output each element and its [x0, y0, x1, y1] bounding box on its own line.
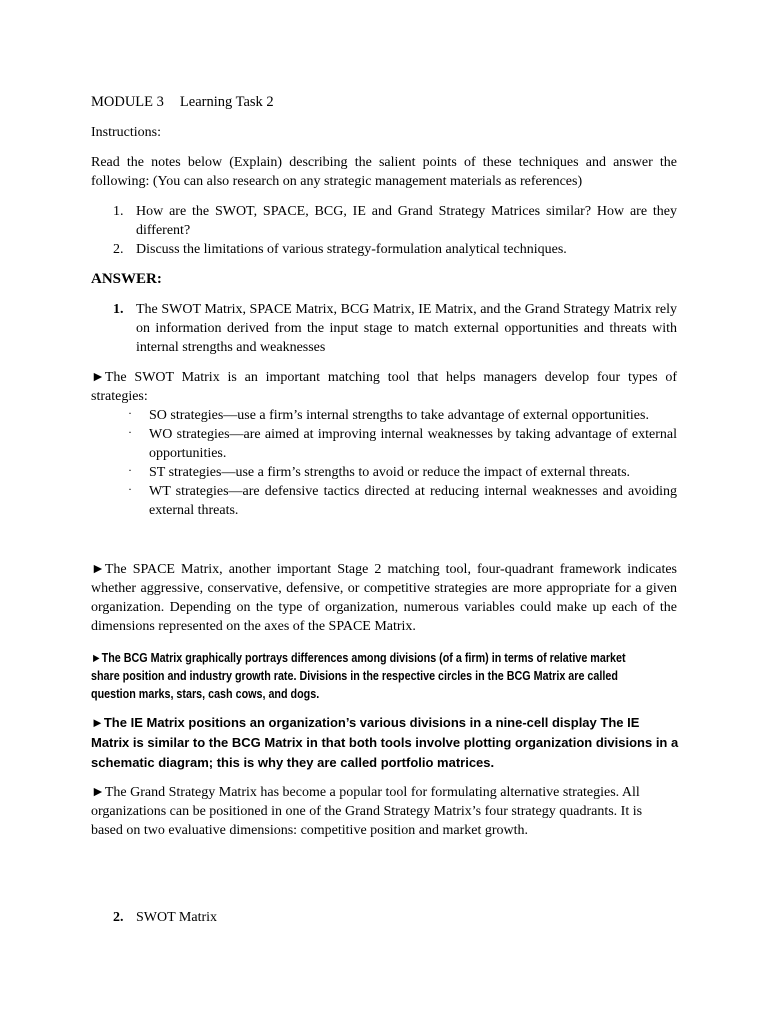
question-text: Discuss the limitations of various strategy-formulation analytical techniques. — [136, 242, 567, 257]
question-text: How are the SWOT, SPACE, BCG, IE and Grand Strategy Matrices similar? How are they different? — [136, 204, 677, 238]
ie-matrix-paragraph: ►The IE Matrix positions an organization’s various divisions in a nine-cell display The IE Matrix is similar to the BCG Matrix in that both tools involve plotting organization divisions in a schematic diagram; this is why they are called portfolio matrices. — [91, 715, 679, 770]
list-item-text: WT strategies—are defensive tactics directed at reducing internal weaknesses and avoiding external threats. — [149, 484, 677, 518]
grand-strategy-paragraph: ►The Grand Strategy Matrix has become a popular tool for formulating alternative strategies. All organizations can be positioned in one of the Grand Strategy Matrix’s four strategy quadrants. It is based on two evaluative dimensions: competitive position and market growth. — [91, 785, 643, 838]
question-number: 2. — [113, 242, 124, 257]
list-item-text: WO strategies—are aimed at improving internal weaknesses by taking advantage of external opportunities. — [149, 427, 677, 461]
list-item — [91, 463, 677, 482]
answer-two-number: 2. — [113, 910, 124, 925]
swot-intro-paragraph: ►The SWOT Matrix is an important matching tool that helps managers develop four types of strategies: — [91, 370, 677, 404]
question-number: 1. — [113, 204, 124, 219]
answer-one — [91, 300, 677, 357]
question-item — [91, 240, 677, 259]
instructions-text: Read the notes below (Explain) describing the salient points of these techniques and answer the following: (You can also research on any strategic management materials as references) — [91, 155, 677, 189]
space-matrix-paragraph: ►The SPACE Matrix, another important Stage 2 matching tool, four-quadrant framework indicates whether aggressive, conservative, defensive, or competitive strategies are more appropriate for a given organization. Depending on the type of organization, numerous variables could make up each of the dimensions represented on the axes of the SPACE Matrix. — [91, 562, 677, 634]
answer-heading: ANSWER: — [91, 271, 162, 287]
answer-one-number: 1. — [113, 302, 124, 317]
module-label: MODULE 3 — [91, 94, 164, 110]
list-item-text: SO strategies—use a firm’s internal strengths to take advantage of external opportunities. — [149, 408, 649, 423]
list-item — [91, 406, 677, 425]
bullet-icon: · — [128, 482, 132, 496]
list-item — [91, 482, 677, 520]
bullet-icon: · — [128, 406, 132, 420]
bullet-icon: · — [128, 463, 132, 477]
swot-strategy-list — [91, 406, 677, 520]
list-item — [91, 425, 677, 463]
task-label: Learning Task 2 — [179, 94, 274, 110]
document-title — [91, 93, 677, 112]
answer-two-text: SWOT Matrix — [136, 910, 218, 925]
bullet-icon: · — [128, 425, 132, 439]
question-item — [91, 202, 677, 240]
list-item-text: ST strategies—use a firm’s strengths to avoid or reduce the impact of external threats. — [149, 465, 631, 480]
instructions-label: Instructions: — [91, 125, 161, 140]
question-list — [91, 202, 677, 259]
bcg-matrix-paragraph: ►The BCG Matrix graphically portrays differences among divisions (of a firm) in terms of relative market share position and industry growth rate. Divisions in the respective circles in the BCG Matrix are called question marks, stars, cash cows, and dogs. — [91, 651, 626, 701]
answer-one-text: The SWOT Matrix, SPACE Matrix, BCG Matrix, IE Matrix, and the Grand Strategy Matrix rely on information derived from the input stage to match external opportunities and threats with internal strengths and weaknesses — [136, 302, 677, 355]
